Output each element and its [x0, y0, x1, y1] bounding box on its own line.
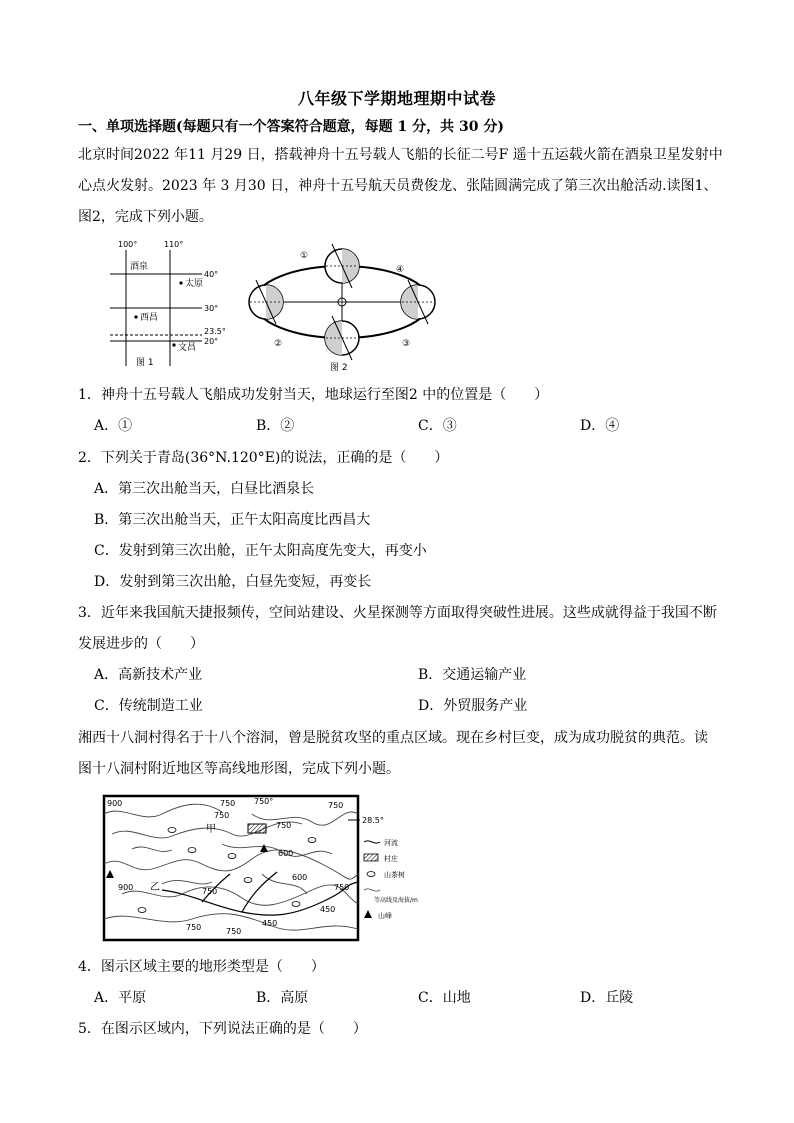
contour-750-a: 750: [220, 799, 236, 808]
village-icon: [248, 824, 266, 833]
legend-tea: 山茶树: [384, 871, 405, 879]
q4-option-d: D．丘陵: [580, 990, 634, 1006]
intro1-line2: 心点火发射。2023 年 3 月30 日，神舟十五号航天员费俊龙、张陆圆满完成了第三次出舱活动.读图1、: [78, 178, 718, 194]
intro2-line2: 图十八洞村附近地区等高线地形图，完成下列小题。: [78, 761, 400, 777]
legend-contour: 等高线及海拔/m: [374, 897, 418, 904]
contour-450-a: 450: [320, 905, 336, 914]
q3-option-c: C．传统制造工业: [94, 698, 203, 714]
lat-30-label: 30°: [204, 304, 219, 313]
q4-stem: 4．图示区域主要的地形类型是（ ）: [78, 959, 325, 975]
figure-1-map: [104, 238, 234, 372]
contour-750-b: 750°: [254, 797, 274, 806]
contour-750-d: 750: [214, 811, 230, 820]
wenchang-label: 文昌: [178, 343, 197, 353]
contour-750-h: 750: [226, 927, 242, 936]
contour-450-b: 450: [262, 919, 278, 928]
q1-option-c: C．③: [418, 418, 457, 434]
q2-stem: 2．下列关于青岛(36°N.120°E)的说法，正确的是（ ）: [78, 450, 449, 466]
contour-900-b: 900: [118, 883, 134, 892]
orbit-pos-2: ②: [274, 339, 283, 349]
earth-bottom-icon: [325, 316, 359, 360]
earth-right-icon: [401, 280, 435, 324]
legend-peak: 山峰: [378, 912, 392, 920]
q2-option-a: A．第三次出舱当天，白昼比酒泉长: [94, 481, 315, 497]
q5-stem: 5．在图示区域内，下列说法正确的是（ ）: [78, 1021, 367, 1037]
contour-600-b: 600: [292, 873, 308, 882]
lon-110-label: 110°: [164, 240, 184, 249]
q3-stem-line1: 3．近年来我国航天捷报频传，空间站建设、火星探测等方面取得突破性进展。这些成就得益于我国不断: [78, 605, 717, 621]
earth-left-icon: [249, 280, 283, 324]
q3-stem-line2: 发展进步的（ ）: [78, 636, 204, 652]
intro2-line1: 湘西十八洞村得名于十八个溶洞，曾是脱贫攻坚的重点区域。现在乡村巨变，成为成功脱贫的典范。读: [78, 730, 708, 746]
contour-750-e: 750: [276, 821, 292, 830]
orbit-pos-3: ③: [402, 339, 411, 349]
figure-2-orbit: [242, 242, 442, 372]
q3-option-a: A．高新技术产业: [94, 667, 203, 683]
orbit-pos-1: ①: [300, 251, 309, 261]
contour-750-i: 750: [202, 887, 218, 896]
topographic-map: [102, 794, 442, 942]
point-jia: 甲: [206, 824, 216, 835]
lat-40-label: 40°: [204, 270, 219, 279]
taiyuan-label: 太原: [185, 279, 204, 289]
intro1-line1: 北京时间2022 年11 月29 日，搭载神舟十五号载人飞船的长征二号F 遥十五运载火箭在酒泉卫星发射中: [78, 147, 723, 163]
legend-village: 村庄: [384, 855, 398, 863]
lon-100-label: 100°: [118, 240, 138, 249]
q2-option-c: C．发射到第三次出舱，正午太阳高度先变大，再变小: [94, 543, 427, 559]
lat-20-label: 20°: [204, 337, 219, 346]
point-yi: 乙: [150, 882, 160, 893]
latitude-label: 28.5°: [362, 816, 384, 825]
q4-option-c: C．山地: [418, 990, 471, 1006]
contour-750-g: 750: [186, 923, 202, 932]
q4-option-a: A．平原: [94, 990, 147, 1006]
q1-option-b: B．②: [256, 418, 295, 434]
legend-river: 河流: [384, 839, 398, 847]
orbit-pos-4: ④: [396, 265, 405, 275]
q1-stem: 1．神舟十五号载人飞船成功发射当天，地球运行至图2 中的位置是（ ）: [78, 387, 549, 403]
contour-750-f: 750: [334, 883, 350, 892]
q2-option-d: D．发射到第三次出舱，白昼先变短，再变长: [94, 574, 372, 590]
q1-option-d: D．④: [580, 418, 620, 434]
figure-1-caption: 图 1: [136, 358, 154, 368]
contour-900-a: 900: [107, 799, 123, 808]
lat-235-label: 23.5°: [204, 327, 226, 336]
contour-600-a: 600: [278, 849, 294, 858]
page-title: 八年级下学期地理期中试卷: [297, 89, 496, 108]
q4-option-b: B．高原: [256, 990, 309, 1006]
intro1-line3: 图2，完成下列小题。: [78, 209, 213, 225]
xichang-label: 西昌: [140, 313, 159, 323]
q1-option-a: A．①: [94, 418, 133, 434]
q2-option-b: B．第三次出舱当天，正午太阳高度比西昌大: [94, 512, 371, 528]
jiuquan-label: 酒泉: [130, 262, 149, 272]
contour-750-c: 750: [328, 801, 344, 810]
q3-option-b: B．交通运输产业: [418, 667, 527, 683]
figure-2-caption: 图 2: [330, 363, 348, 372]
section-heading: 一、单项选择题(每题只有一个答案符合题意，每题 1 分，共 30 分): [78, 119, 504, 135]
earth-top-icon: [325, 244, 359, 288]
q3-option-d: D．外贸服务产业: [418, 698, 528, 714]
